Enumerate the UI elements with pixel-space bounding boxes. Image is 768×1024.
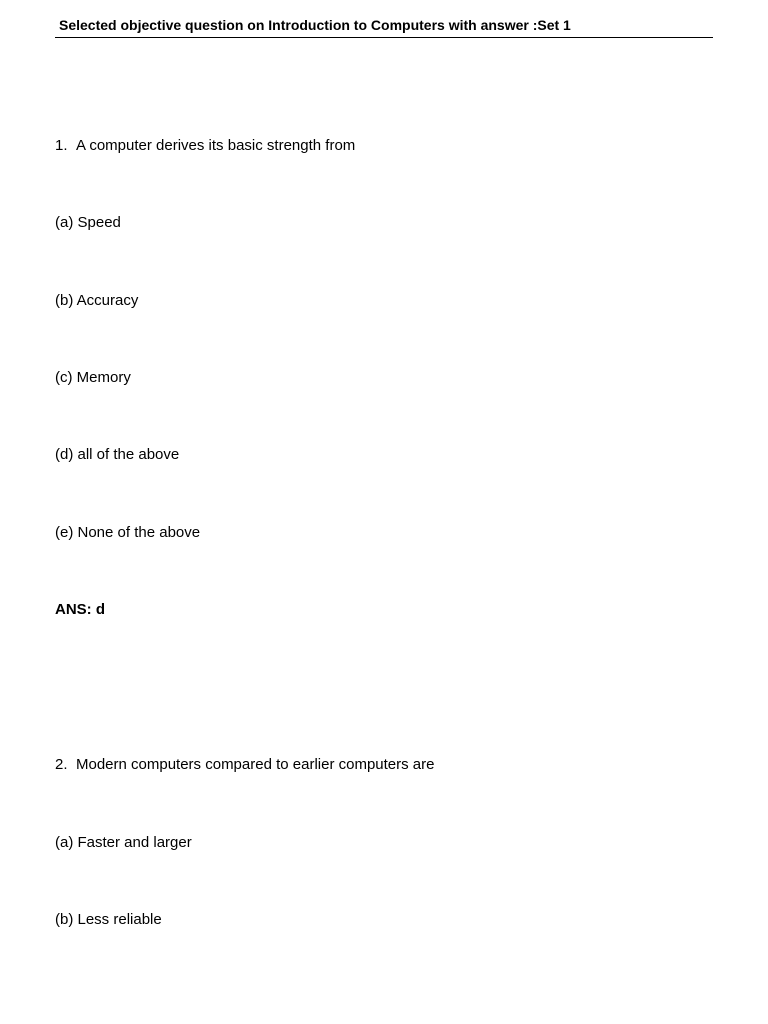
question-1-option-b: (b) Accuracy bbox=[55, 292, 139, 309]
page-header bbox=[55, 14, 713, 38]
question-2 bbox=[55, 756, 435, 774]
question-1-option-d: (d) all of the above bbox=[55, 446, 180, 463]
question-2-option-b: (b) Less reliable bbox=[55, 911, 162, 928]
question-number: 1. bbox=[55, 137, 68, 154]
document-title: Selected objective question on Introduction to Computers with answer :Set 1 bbox=[59, 17, 571, 33]
question-2-option-a: (a) Faster and larger bbox=[55, 834, 192, 851]
question-text: A computer derives its basic strength from bbox=[76, 137, 356, 154]
question-1-option-a: (a) Speed bbox=[55, 214, 121, 231]
question-1 bbox=[55, 137, 355, 155]
question-text: Modern computers compared to earlier computers are bbox=[76, 756, 435, 773]
question-1-option-e: (e) None of the above bbox=[55, 524, 201, 541]
question-1-option-c: (c) Memory bbox=[55, 369, 131, 386]
question-1-answer: ANS: d bbox=[55, 601, 105, 618]
question-number: 2. bbox=[55, 756, 68, 773]
